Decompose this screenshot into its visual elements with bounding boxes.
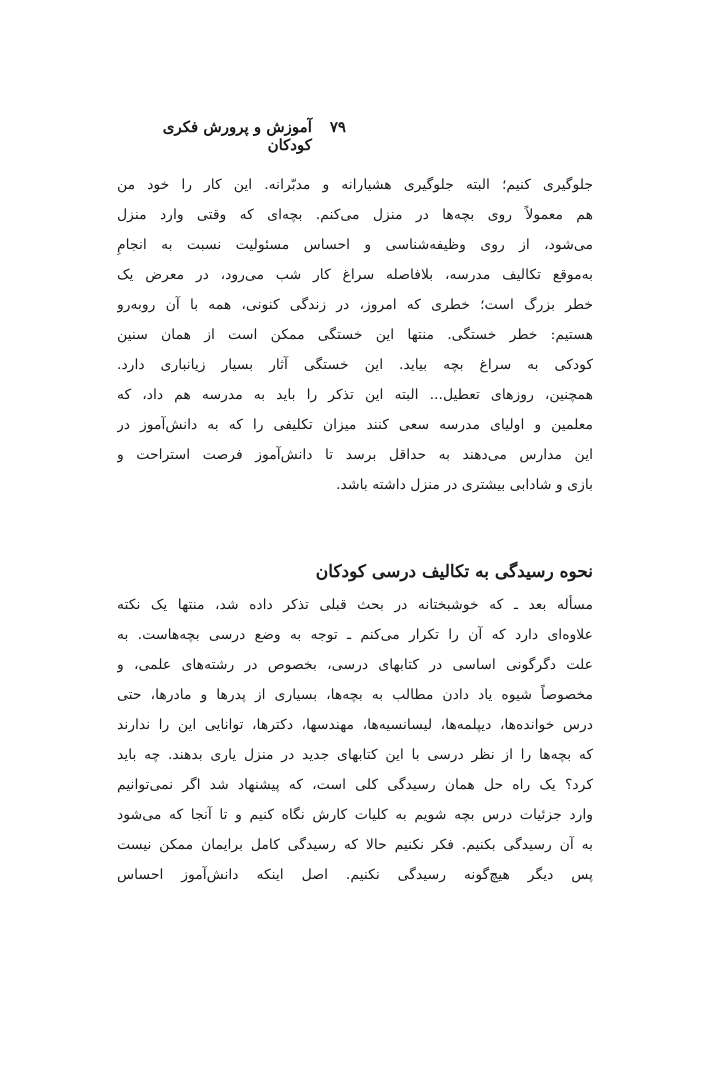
text-line: جلوگیری کنیم؛ البته جلوگیری هشیارانه و مدبّرانه. این کار را خود من: [117, 177, 593, 193]
running-title: آموزش و پرورش فکری کودکان: [162, 118, 312, 154]
text-line: معلمین و اولیای مدرسه سعی کنند میزان تکلیفی را که به دانش‌آموز در: [117, 417, 593, 433]
text-line: پس دیگر هیچ‌گونه رسیدگی نکنیم. اصل اینکه دانش‌آموز احساس: [117, 867, 593, 883]
page-number: ۷۹: [329, 118, 346, 136]
text-line: بازی و شادابی بیشتری در منزل داشته باشد.: [336, 477, 593, 493]
text-line: هم معمولاً روی بچه‌ها در منزل می‌کنم. بچه‌ای که وقتی وارد منزل: [117, 207, 593, 223]
text-line: این مدارس می‌دهند به حداقل برسد تا دانش‌آموز فرصت استراحت و: [117, 447, 593, 463]
text-line: علت دگرگونی اساسی در کتابهای درسی، بخصوص در رشته‌های علمی، و: [117, 657, 593, 673]
text-line: کرد؟ یک راه حل همان رسیدگی کلی است، که پیشنهاد شد اگر نمی‌توانیم: [117, 777, 593, 793]
text-line: درس خوانده‌ها، دیپلمه‌ها، لیسانسیه‌ها، مهندسها، دکترها، توانایی این را ندارند: [117, 717, 593, 733]
text-line: وارد جزئیات درس بچه شویم به کلیات کارش نگاه کنیم و تا آنجا که می‌شود: [117, 807, 593, 823]
text-line: هستیم: خطر خستگی. منتها این خستگی ممکن است از همان سنین: [117, 327, 593, 343]
paragraph-2: [117, 590, 593, 890]
text-line: خطر بزرگ است؛ خطری که امروز، در زندگی کنونی، همه با آن روبه‌رو: [117, 297, 593, 313]
running-header: [116, 118, 346, 154]
text-line: علاوه‌ای دارد که آن را تکرار می‌کنم ـ توجه به وضع درسی بچه‌هاست. به: [117, 627, 593, 643]
text-line: همچنین، روزهای تعطیل... البته این تذکر را باید به مدرسه هم داد، که: [117, 387, 593, 403]
text-line: به‌موقع تکالیف مدرسه، بلافاصله سراغ کار شب می‌رود، در معرض یک: [117, 267, 593, 283]
text-line: مخصوصاً شیوه یاد دادن مطالب به بچه‌ها، بسیاری از پدرها و مادرها، حتی: [117, 687, 593, 703]
text-line: که بچه‌ها را از نظر درسی با این کتابهای جدید در منزل یاری بدهند. چه باید: [117, 747, 593, 763]
section-heading: نحوه رسیدگی به تکالیف درسی کودکان: [315, 562, 593, 582]
text-line: به آن رسیدگی بکنیم. فکر نکنیم حالا که رسیدگی کامل برایمان ممکن نیست: [117, 837, 593, 853]
text-line: می‌شود، از روی وظیفه‌شناسی و احساس مسئولیت نسبت به انجامِ: [117, 237, 593, 253]
paragraph-1: [117, 170, 593, 500]
text-line: کودکی به سراغ بچه بیاید. این خستگی آثار بسیار زیانباری دارد.: [117, 357, 593, 373]
text-line: مسأله بعد ـ که خوشبختانه در بحث قبلی تذکر داده شد، منتها یک نکته: [117, 597, 593, 613]
